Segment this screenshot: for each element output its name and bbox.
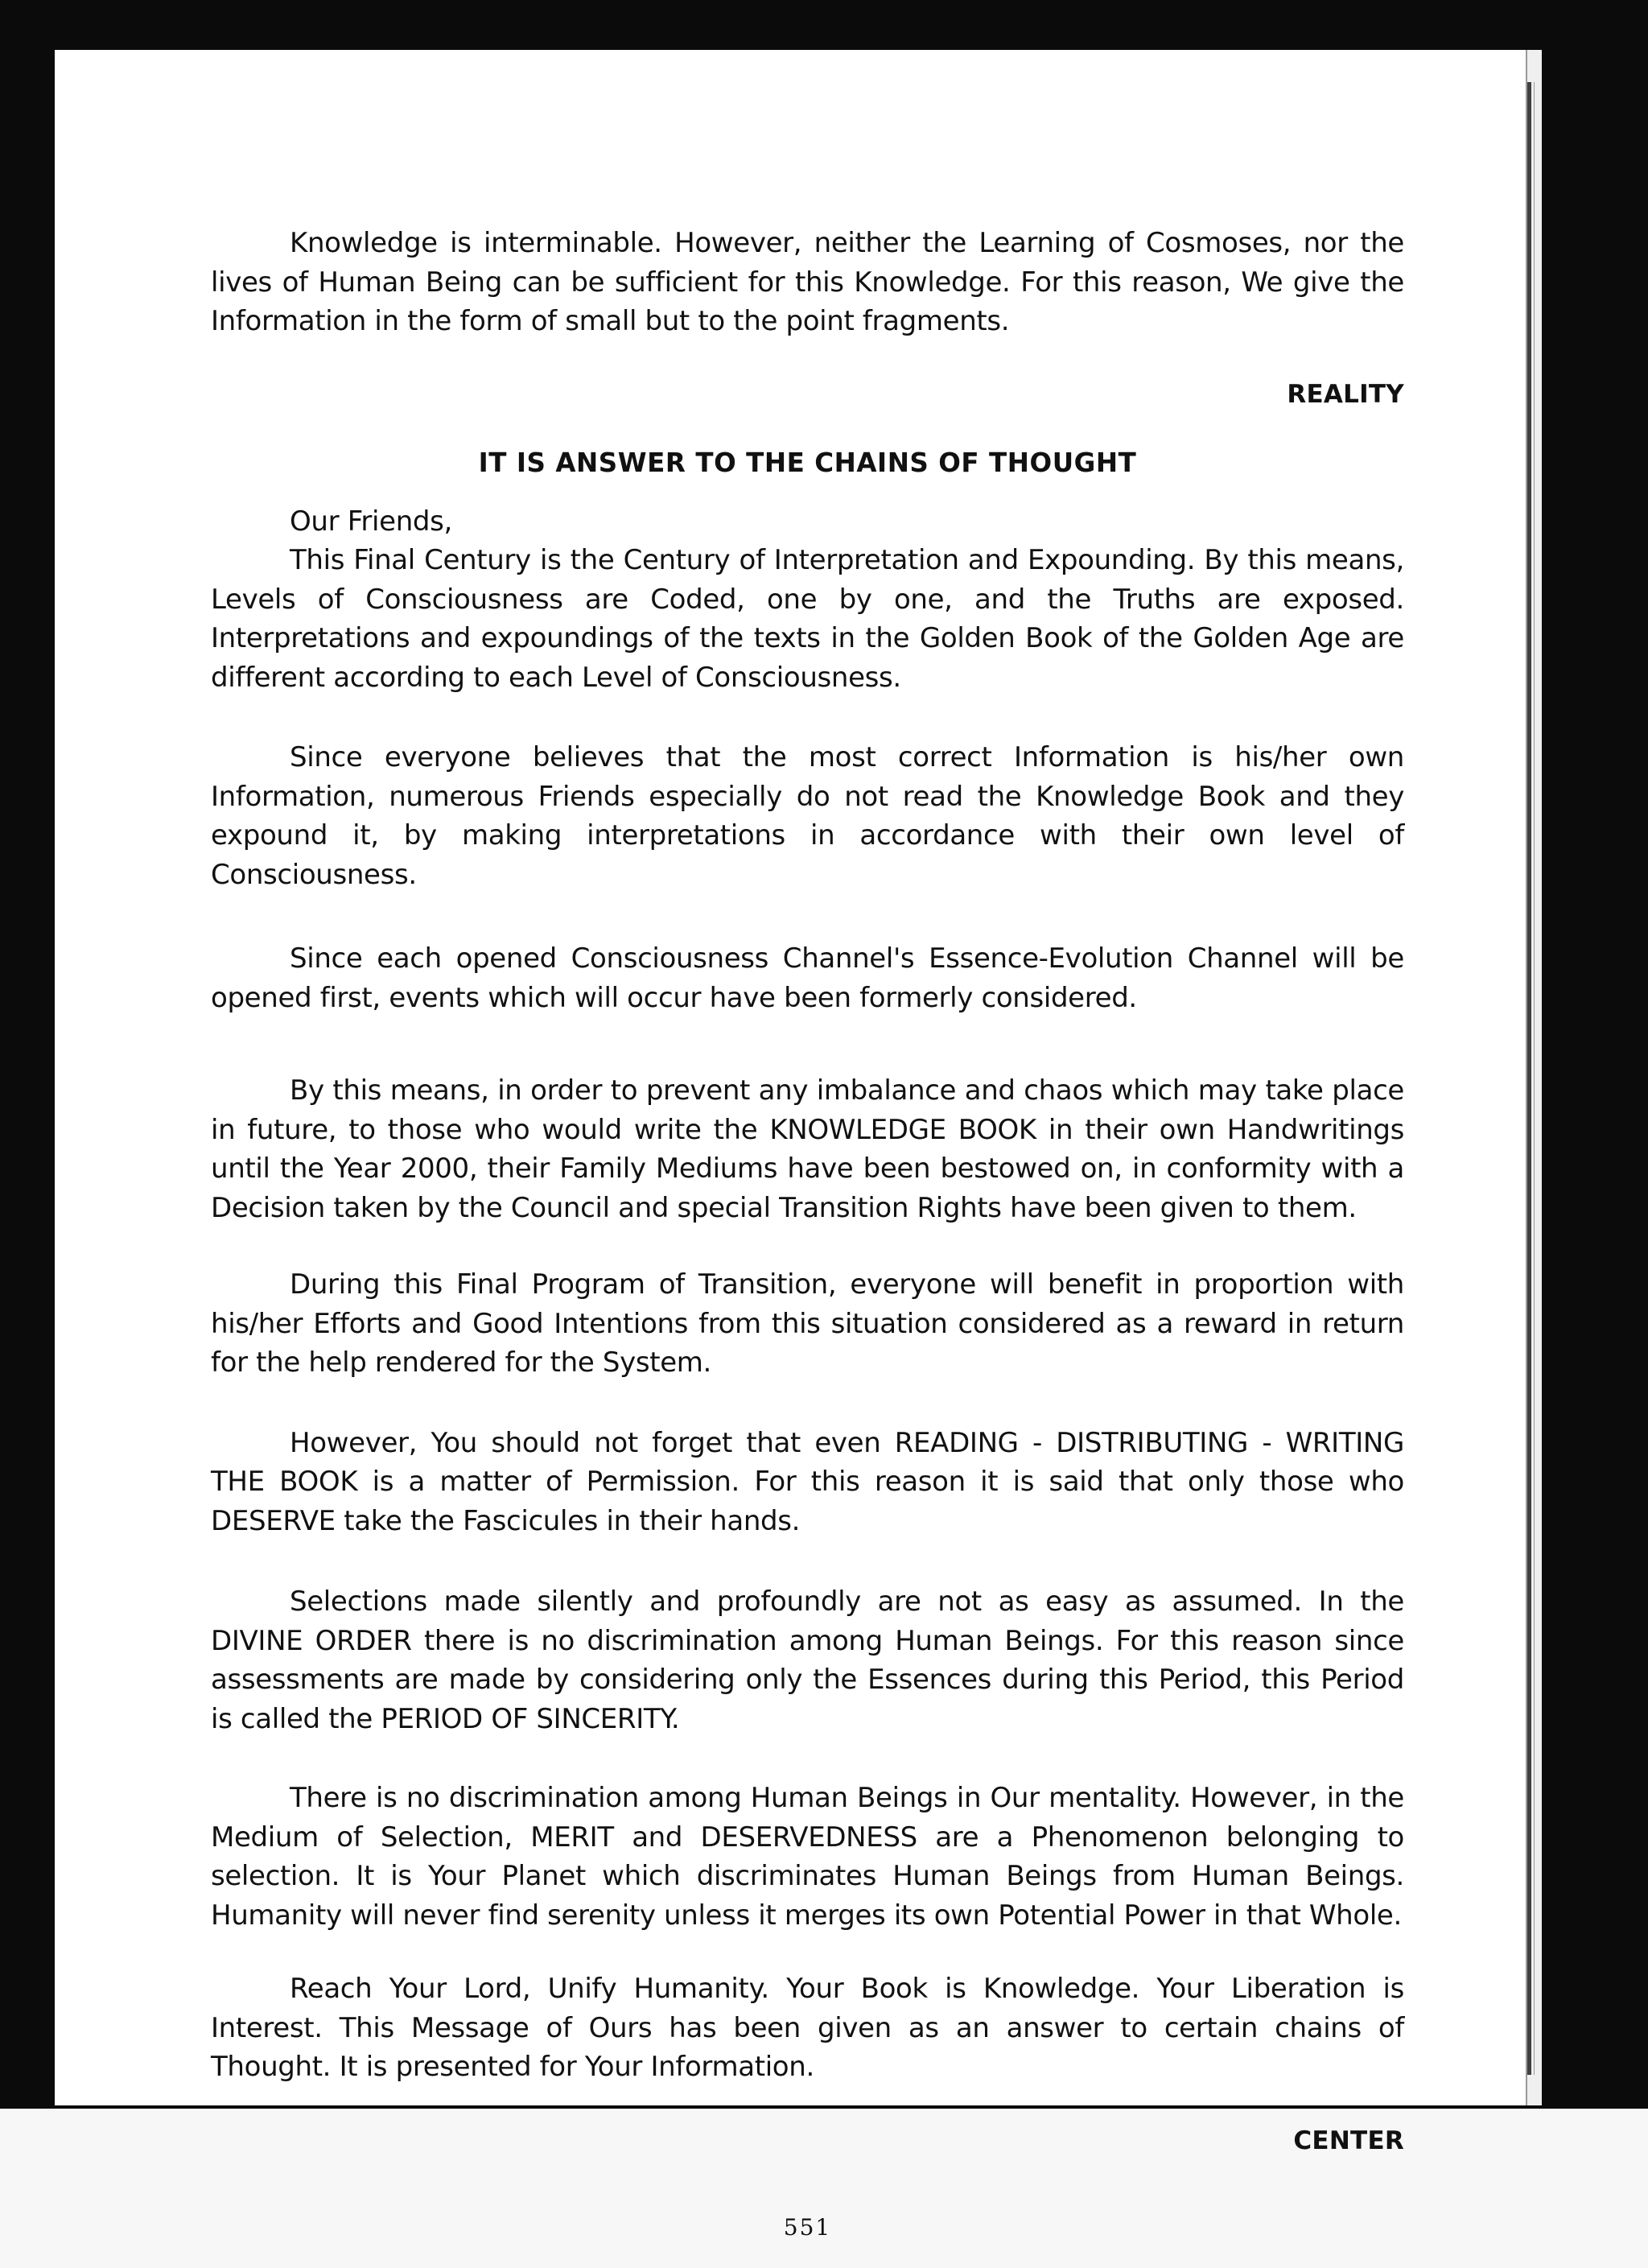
paragraph-spacer (211, 1227, 1404, 1265)
intro-paragraph: Knowledge is interminable. However, neither the Learning of Cosmoses, nor the lives of Human Being can be sufficient for this Knowledge. For this reason, We give the Information in the form of small but to the point fragments. (211, 227, 1404, 337)
body-paragraph: There is no discrimination among Human Beings in Our mentality. However, in the Medium of Selection, MERIT and DESERVEDNESS are a Phenomenon belonging to selection. It is Your Planet which discriminates Human Beings from Human Beings. Humanity will never find serenity unless it merges its own Potential Power in that Whole. (211, 1782, 1404, 1932)
reality-signature: REALITY (1287, 379, 1404, 409)
paragraph-spacer (211, 1540, 1404, 1582)
paragraph-spacer (211, 341, 1404, 375)
paragraph-spacer (211, 1935, 1404, 1969)
paragraph-spacer (211, 894, 1404, 939)
page-content (211, 224, 1404, 2248)
body-paragraph: However, You should not forget that even READING - DISTRIBUTING - WRITING THE BOOK is a matter of Permission. For this reason it is said that only those who DESERVE take the Fascicules in their hands. (211, 1426, 1404, 1537)
page-number-spacer (211, 2160, 1404, 2208)
paragraph-spacer (211, 2087, 1404, 2122)
paragraph-spacer (211, 1017, 1404, 1071)
document-page (55, 50, 1542, 2241)
body-paragraph: Since everyone believes that the most correct Information is his/her own Information, numerous Friends especially do not read the Knowledge Book and they expound it, by making interpretations in accordance with their own level of Consciousness. (211, 741, 1404, 891)
body-paragraph: Since each opened Consciousness Channel's Essence-Evolution Channel will be opened first, events which will occur have been formerly considered. (211, 942, 1404, 1014)
salutation-spacer (211, 483, 1404, 502)
paragraph-spacer (211, 1383, 1404, 1424)
message-heading: IT IS ANSWER TO THE CHAINS OF THOUGHT (478, 447, 1137, 478)
body-paragraph: Selections made silently and profoundly are not as easy as assumed. In the DIVINE ORDER there is no discrimination among Human Beings. For this reason since assessments are made by considering only the Essences during this Period, this Period is called the PERIOD OF SINCERITY. (211, 1586, 1404, 1735)
salutation: Our Friends, (290, 505, 452, 538)
body-paragraph: During this Final Program of Transition, everyone will benefit in proportion with his/her Efforts and Good Intentions from this situation considered as a reward in return for the help rendered for the System. (211, 1268, 1404, 1379)
page-number: 551 (783, 2214, 832, 2241)
paragraph-spacer (211, 1738, 1404, 1779)
center-signature: CENTER (1293, 2126, 1404, 2155)
heading-spacer (211, 414, 1404, 443)
body-paragraph: Reach Your Lord, Unify Humanity. Your Book is Knowledge. Your Liberation is Interest. This Message of Ours has been given as an answer to certain chains of Thought. It is presented for Your Information. (211, 1973, 1404, 2083)
body-paragraph: By this means, in order to prevent any imbalance and chaos which may take place in future, to those who would write the KNOWLEDGE BOOK in their own Handwritings until the Year 2000, their Family Mediums have been bestowed on, in conformity with a Decision taken by the Council and special Transition Rights have been given to them. (211, 1074, 1404, 1224)
paragraph-spacer (211, 697, 1404, 738)
body-paragraph: This Final Century is the Century of Interpretation and Expounding. By this means, Levels of Consciousness are Coded, one by one, and the Truths are exposed. Interpretations and expoundings of the texts in the Golden Book of the Golden Age are different according to each Level of Consciousness. (211, 544, 1404, 694)
